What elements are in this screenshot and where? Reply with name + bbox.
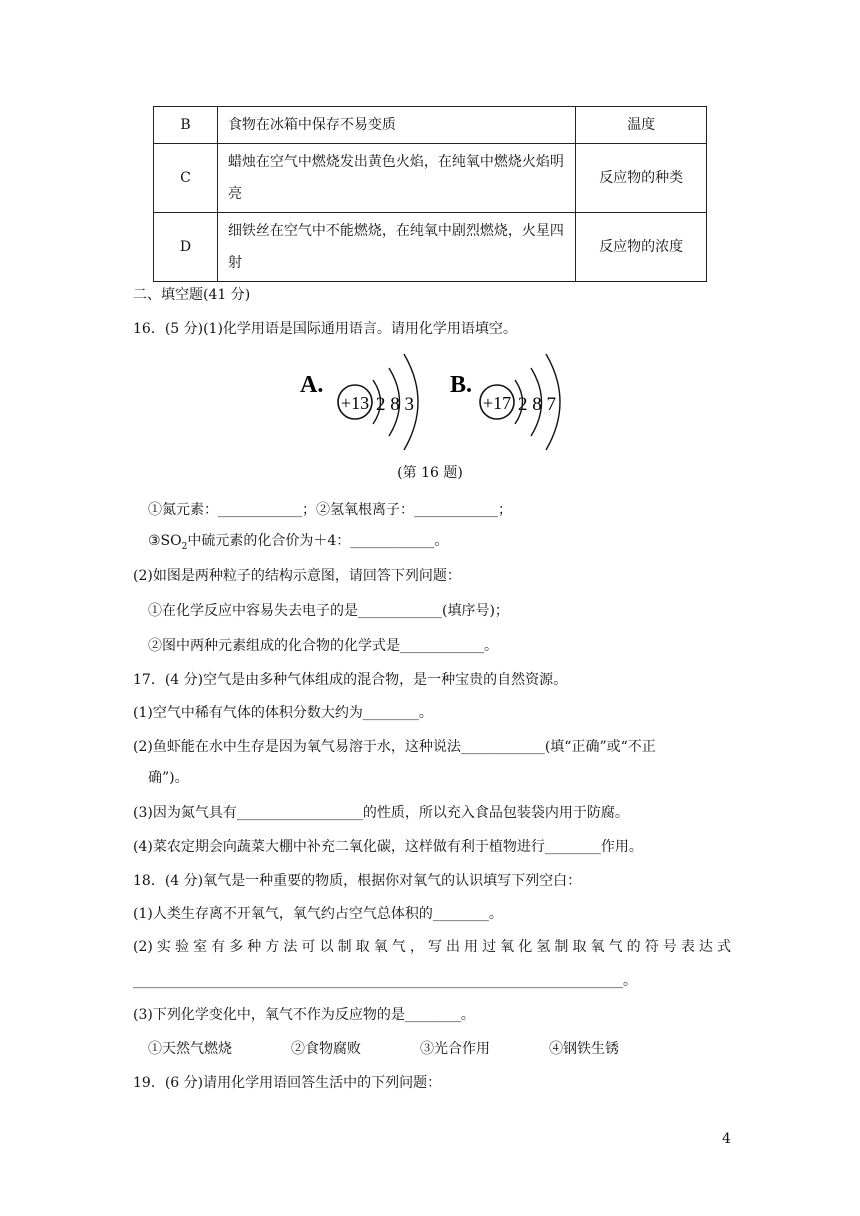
section-title: 二、填空题(41 分) [133,287,251,303]
row-label: D [154,213,218,282]
row-label: C [154,144,218,213]
q16-line-2 [148,531,448,557]
q18-part-2b: ______________________________________________________________________。 [133,973,637,989]
q16-line-2-pre: ③SO [148,533,182,549]
q16-line-2-post: 中硫元素的化合价为＋4：____________。 [187,533,449,549]
row-fact: 细铁丝在空气中不能燃烧，在纯氧中剧烈燃烧，火星四射 [217,213,575,282]
atom-b-nucleus: +17 [482,393,512,413]
q18-part-3: (3)下列化学变化中，氧气不作为反应物的是________。 [133,1007,475,1023]
atom-a-nucleus: +13 [340,393,370,413]
q16-part-2b: ②图中两种元素组成的化合物的化学式是____________。 [148,638,498,654]
row-label: B [154,107,218,144]
row-fact: 食物在冰箱中保存不易变质 [217,107,575,144]
q18-part-1: (1)人类生存离不开氧气，氧气约占空气总体积的________。 [133,906,503,922]
q16-stem: 16．(5 分)(1)化学用语是国际通用语言。请用化学用语填空。 [133,321,517,337]
q17-part-2a: (2)鱼虾能在水中生存是因为氧气易溶于水，这种说法____________(填“正确”或“不正 [133,739,656,755]
q17-part-1: (1)空气中稀有气体的体积分数大约为________。 [133,705,433,721]
q16-part-2a: ①在化学反应中容易失去电子的是____________(填序号)； [148,603,509,619]
option-item: ④钢铁生锈 [549,1041,619,1057]
experiment-table [153,106,707,282]
row-fact: 蜡烛在空气中燃烧发出黄色火焰，在纯氧中燃烧火焰明亮 [217,144,575,213]
table-row [154,144,707,213]
figure-caption: (第 16 题) [397,465,463,481]
table-row [154,213,707,282]
q17-stem: 17．(4 分)空气是由多种气体组成的混合物，是一种宝贵的自然资源。 [133,672,568,688]
atom-b [450,354,560,450]
option-item: ③光合作用 [420,1041,490,1057]
q17-part-4: (4)菜农定期会向蔬菜大棚中补充二氧化碳，这样做有利于植物进行________作用。 [133,839,643,855]
q16-part-2: (2)如图是两种粒子的结构示意图，请回答下列问题： [133,568,461,584]
q17-part-3: (3)因为氮气具有__________________的性质，所以充入食品包装袋内用于防腐。 [133,805,629,821]
page-number: 4 [722,1131,731,1147]
atom-b-electrons: 2 8 7 [518,394,556,415]
option-item: ①天然气燃烧 [148,1041,232,1057]
table-row [154,107,707,144]
atomic-structure-diagram [290,338,620,464]
q16-line-2-sub: 2 [181,541,188,552]
atom-a-label: A. [300,372,324,398]
row-factor: 反应物的种类 [576,144,707,213]
atom-a [300,354,418,450]
option-item: ②食物腐败 [291,1041,361,1057]
q19-stem: 19．(6 分)请用化学用语回答生活中的下列问题： [133,1075,442,1091]
atom-a-electrons: 2 8 3 [376,394,414,415]
row-factor: 温度 [576,107,707,144]
q17-part-2b: 确”)。 [148,770,189,786]
atom-b-label: B. [450,372,473,398]
q16-line-1: ①氮元素：____________；②氢氧根离子：____________； [148,502,512,518]
row-factor: 反应物的浓度 [576,213,707,282]
q18-stem: 18．(4 分)氧气是一种重要的物质，根据你对氧气的认识填写下列空白： [133,873,582,889]
q18-part-2a: (2)实验室有多种方法可以制取氧气，写出用过氧化氢制取氧气的符号表达式 [133,939,731,955]
